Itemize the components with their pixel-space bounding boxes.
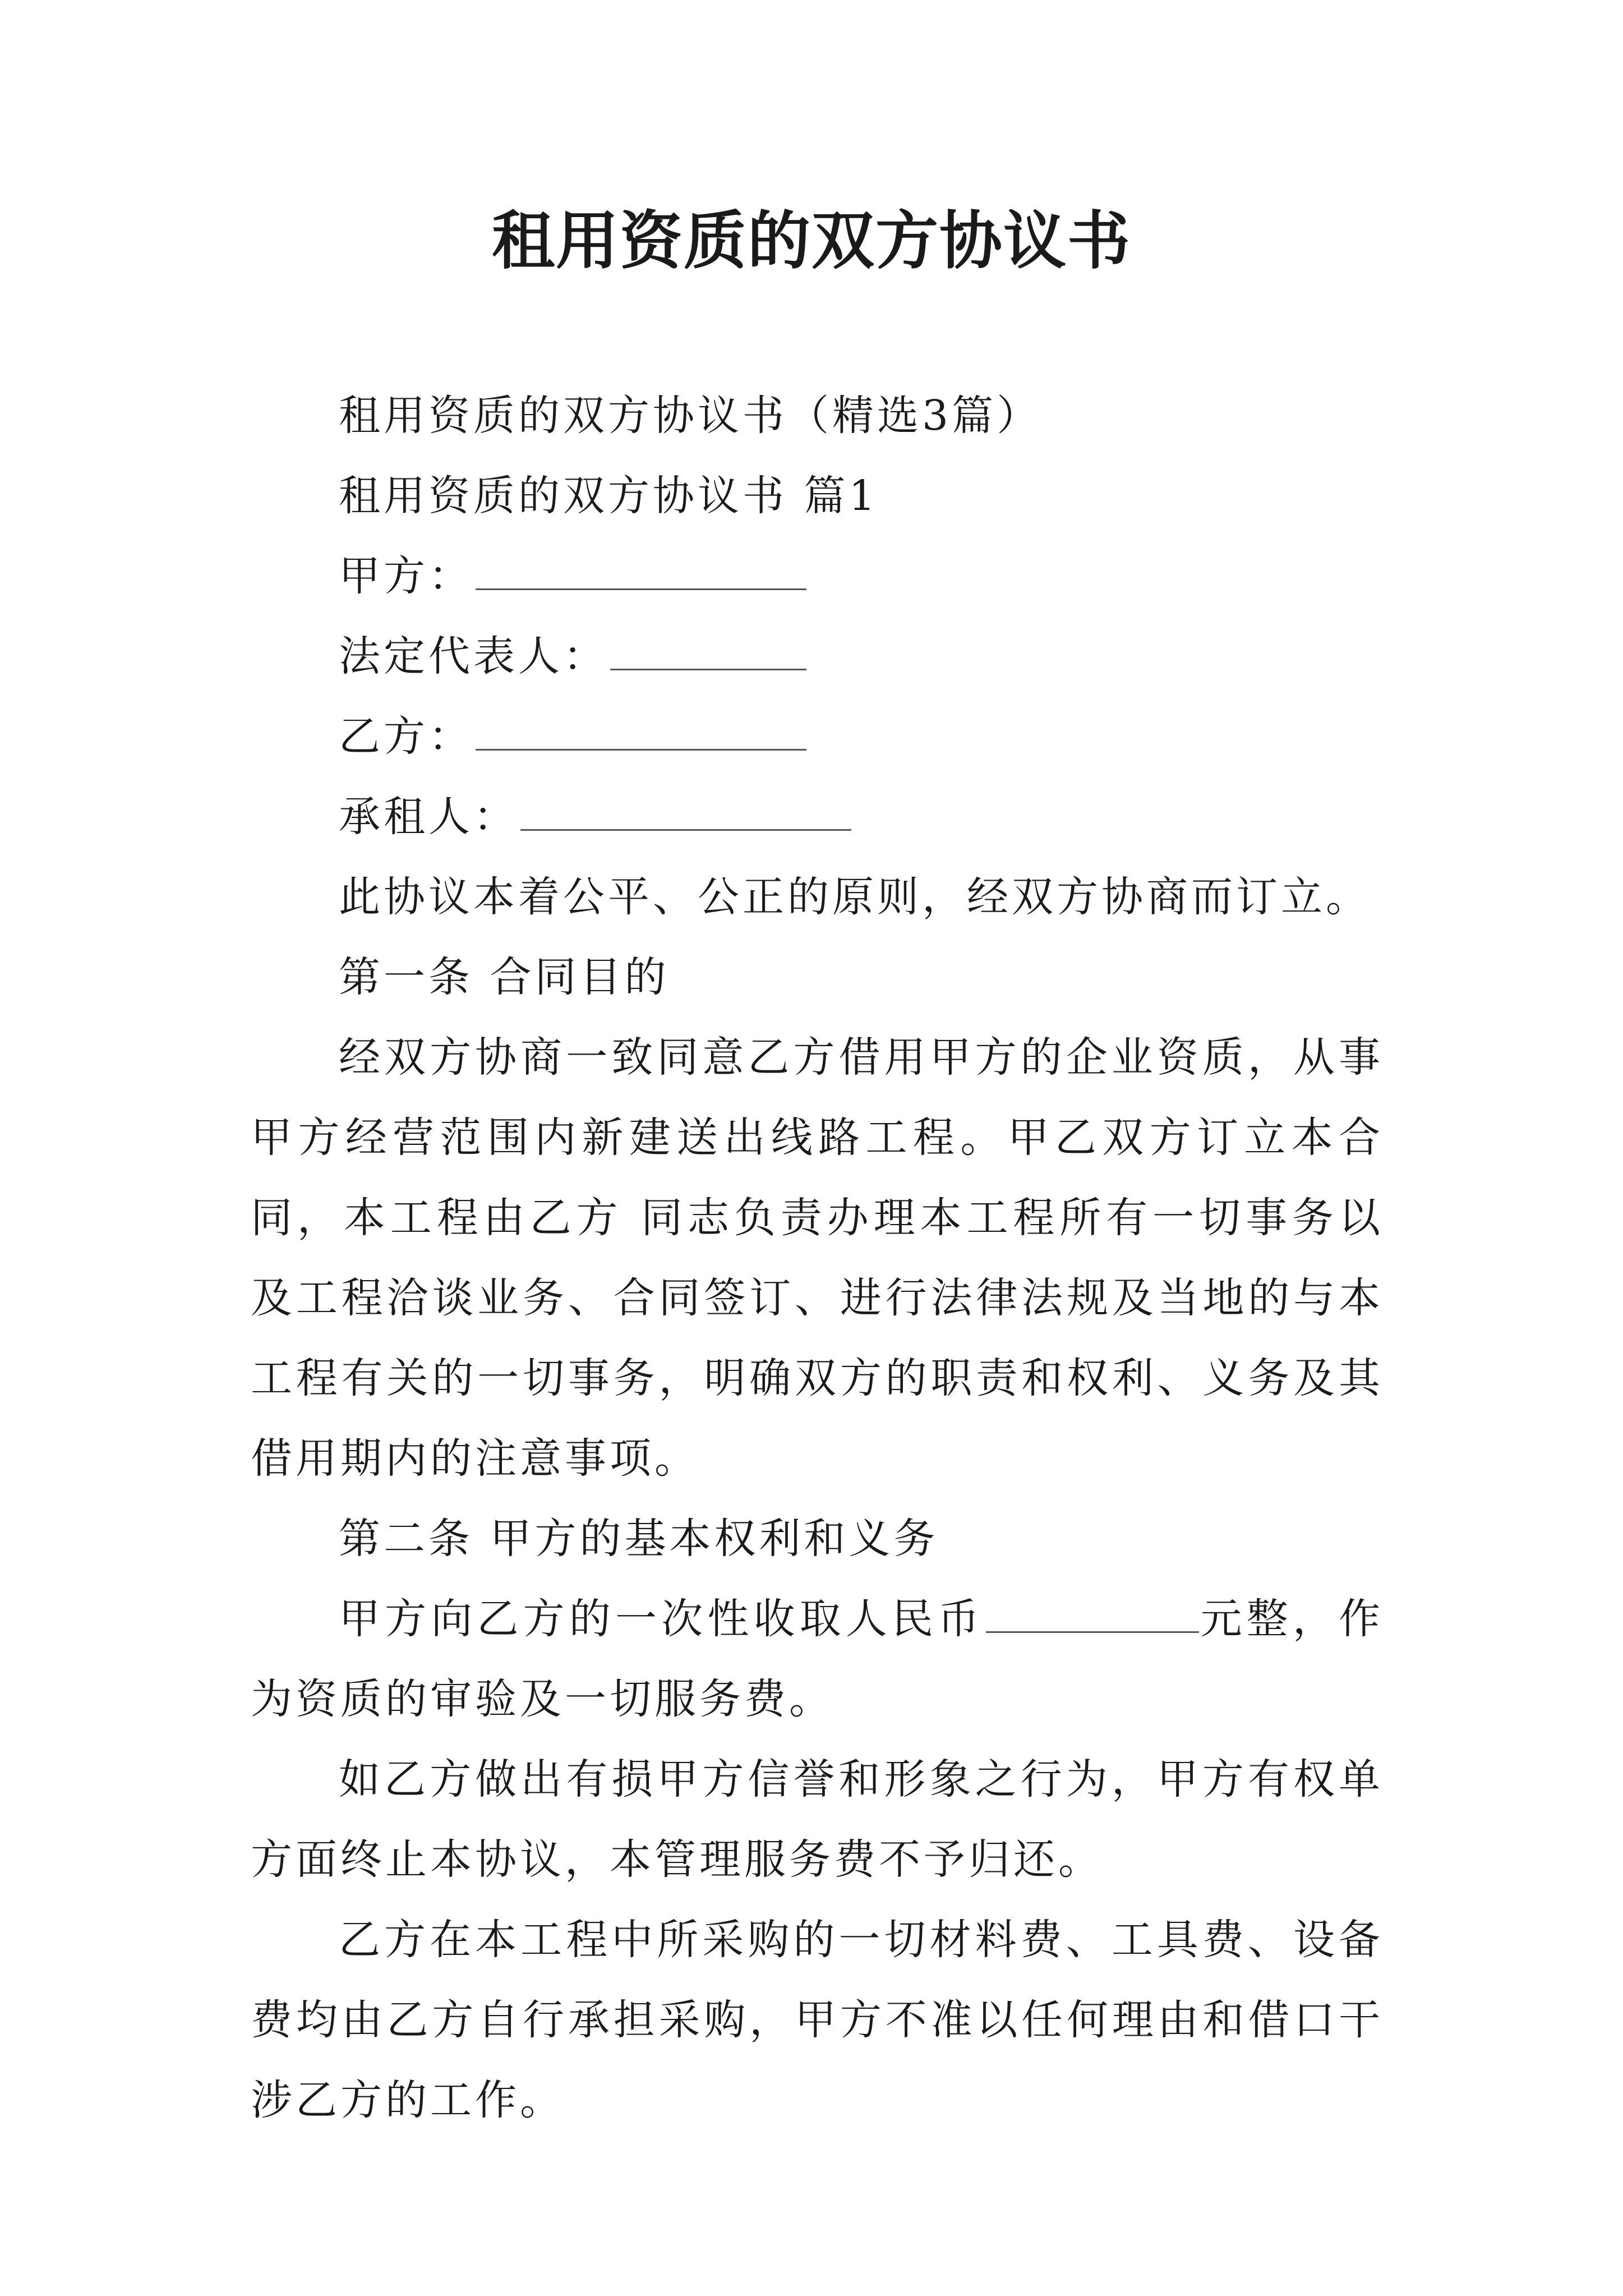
legal-rep-blank xyxy=(610,629,806,670)
article1-body: 经双方协商一致同意乙方借用甲方的企业资质，从事甲方经营范围内新建送出线路工程。甲乙双方订立本合同，本工程由乙方 同志负责办理本工程所有一切事务以及工程洽谈业务、合同签订、进行法律法规及当地的与本工程有关的一切事务，明确双方的职责和权利、义务及其借用期内的注意事项。 xyxy=(251,1033,1384,1483)
article2-paragraph-2: 如乙方做出有损甲方信誉和形象之行为，甲方有权单方面终止本协议，本管理服务费不予归还。 xyxy=(251,1755,1384,1884)
legal-rep-label: 法定代表人： xyxy=(339,632,608,680)
section-heading: 租用资质的双方协议书 篇1 xyxy=(339,472,879,520)
article2-p1-after: 元整，作为资质的审验及一切服务费。 xyxy=(251,1595,1384,1723)
article2-p1-before: 甲方向乙方的一次性收取人民币 xyxy=(339,1595,984,1643)
article1-title: 第一条 合同目的 xyxy=(339,953,670,1001)
party-b-label: 乙方： xyxy=(339,712,473,761)
intro-paragraph: 此协议本着公平、公正的原则，经双方协商而订立。 xyxy=(339,873,1371,921)
document-title: 租用资质的双方协议书 xyxy=(492,205,1131,278)
party-a-label: 甲方： xyxy=(339,552,473,600)
fee-amount-blank xyxy=(986,1592,1199,1633)
article2-paragraph-3: 乙方在本工程中所采购的一切材料费、工具费、设备费均由乙方自行承担采购，甲方不准以任何理由和借口干涉乙方的工作。 xyxy=(251,1916,1384,2124)
lessee-blank xyxy=(520,790,851,831)
lessee-label: 承租人： xyxy=(339,793,518,841)
article2-title: 第二条 甲方的基本权利和义务 xyxy=(339,1515,939,1563)
legal-rep-line xyxy=(251,616,1384,697)
subtitle: 租用资质的双方协议书（精选3篇） xyxy=(339,392,1042,440)
article2-paragraph-1 xyxy=(251,1579,1384,1740)
lessee-line xyxy=(251,777,1384,857)
party-b-line xyxy=(251,697,1384,777)
party-a-blank xyxy=(476,549,806,590)
party-b-blank xyxy=(476,710,806,751)
party-a-line xyxy=(251,536,1384,616)
document-body xyxy=(251,376,1384,2141)
